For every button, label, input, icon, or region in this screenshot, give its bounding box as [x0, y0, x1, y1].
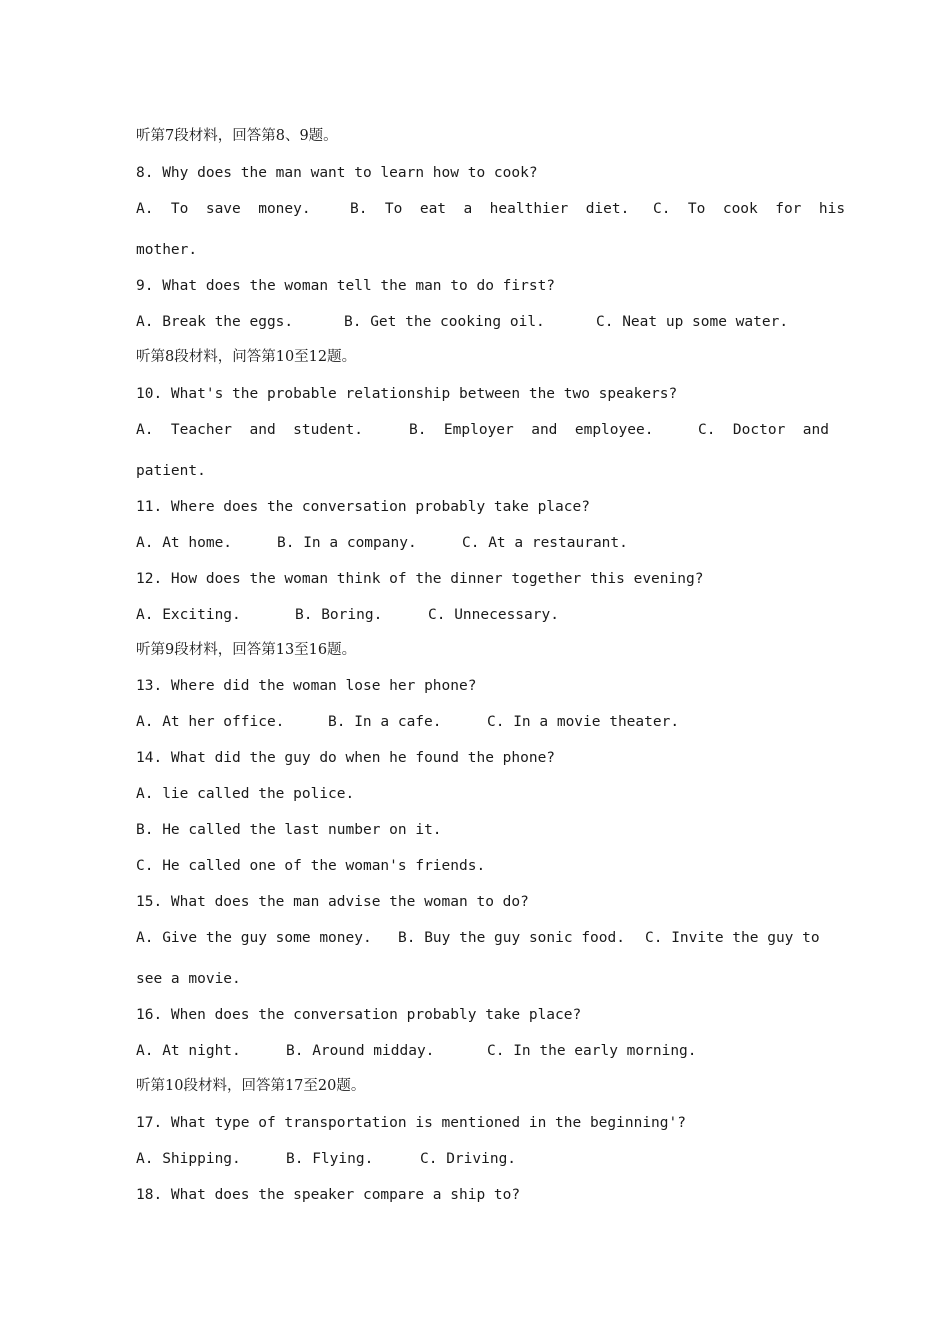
- option-c-continued: see a movie.: [136, 971, 241, 987]
- option-b: B. Flying.: [286, 1151, 374, 1167]
- question-stem: 14. What did the guy do when he found the phone?: [136, 750, 556, 766]
- section-heading: 听第8段材料，问答第10至12题。: [136, 349, 357, 365]
- option-b: B. In a cafe.: [328, 714, 442, 730]
- option-a: A. To save money.: [136, 201, 311, 217]
- question-stem: 9. What does the woman tell the man to do first?: [136, 278, 556, 294]
- option-c-continued: mother.: [136, 242, 198, 258]
- option-b: B. Employer and employee.: [409, 422, 654, 438]
- option-b: B. Buy the guy sonic food.: [398, 930, 625, 946]
- question-stem: 18. What does the speaker compare a ship to?: [136, 1187, 521, 1203]
- option-b: B. Boring.: [295, 607, 383, 623]
- question-stem: 10. What's the probable relationship between the two speakers?: [136, 386, 678, 402]
- option-b: B. To eat a healthier diet.: [350, 201, 630, 217]
- option-a: A. At night.: [136, 1043, 241, 1059]
- option-b: B. Around midday.: [286, 1043, 435, 1059]
- option-c-continued: patient.: [136, 463, 206, 479]
- question-stem: 17. What type of transportation is mentioned in the beginning'?: [136, 1115, 686, 1131]
- question-stem: 12. How does the woman think of the dinner together this evening?: [136, 571, 704, 587]
- section-heading: 听第9段材料，回答第13至16题。: [136, 642, 357, 658]
- option-c: C. Doctor and: [698, 422, 829, 438]
- option-c: C. At a restaurant.: [462, 535, 628, 551]
- option-c: C. Unnecessary.: [428, 607, 559, 623]
- option-a: A. lie called the police.: [136, 786, 355, 802]
- option-b: B. He called the last number on it.: [136, 822, 442, 838]
- option-c: C. He called one of the woman's friends.: [136, 858, 486, 874]
- option-a: A. Teacher and student.: [136, 422, 363, 438]
- option-a: A. At her office.: [136, 714, 285, 730]
- option-c: C. In the early morning.: [487, 1043, 697, 1059]
- question-stem: 13. Where did the woman lose her phone?: [136, 678, 477, 694]
- question-stem: 8. Why does the man want to learn how to cook?: [136, 165, 538, 181]
- option-c: C. Driving.: [420, 1151, 517, 1167]
- option-a: A. Exciting.: [136, 607, 241, 623]
- question-stem: 15. What does the man advise the woman to do?: [136, 894, 529, 910]
- option-a: A. Break the eggs.: [136, 314, 294, 330]
- question-stem: 16. When does the conversation probably take place?: [136, 1007, 582, 1023]
- option-c: C. In a movie theater.: [487, 714, 680, 730]
- option-c: C. To cook for his: [653, 201, 846, 217]
- option-c: C. Neat up some water.: [596, 314, 789, 330]
- option-c: C. Invite the guy to: [645, 930, 820, 946]
- section-heading: 听第10段材料，回答第17至20题。: [136, 1078, 366, 1094]
- option-a: A. Shipping.: [136, 1151, 241, 1167]
- option-a: A. At home.: [136, 535, 233, 551]
- option-a: A. Give the guy some money.: [136, 930, 372, 946]
- option-b: B. In a company.: [277, 535, 417, 551]
- section-heading: 听第7段材料，回答第8、9题。: [136, 128, 338, 144]
- option-b: B. Get the cooking oil.: [344, 314, 545, 330]
- question-stem: 11. Where does the conversation probably take place?: [136, 499, 590, 515]
